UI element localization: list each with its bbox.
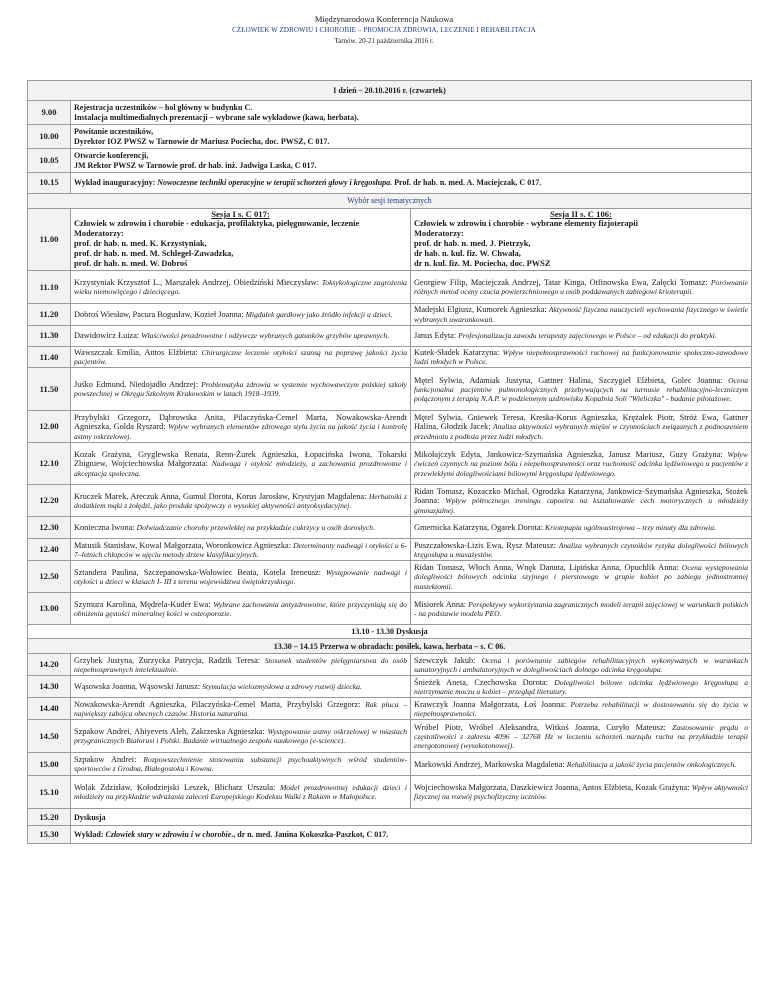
session-s1: [71, 209, 411, 271]
schedule-row: [28, 517, 752, 539]
talk-session-1: [71, 676, 411, 698]
talk-session-2: [411, 443, 752, 485]
time-cell: 15.30: [28, 826, 71, 844]
session-heading: Sesja II s. C 106:: [550, 209, 612, 219]
schedule-row: [28, 485, 752, 517]
talk-authors: Mętel Sylwia, Adamiak Justyna, Gattner Halina, Szczygieł Elżbieta, Golec Joanna:: [414, 375, 723, 385]
talk-title: Rehabilitacja a jakość życia pacjentów onkologicznych.: [566, 759, 737, 769]
session-line: prof. dr hab. n. med. J. Pietrzyk,: [414, 239, 531, 249]
time-cell: 14.30: [28, 676, 71, 698]
talk-session-2: [411, 485, 752, 517]
talk-authors: Dobroś Wiesław, Pacura Bogusław, Kozieł Joanna:: [74, 309, 244, 319]
thematic-sessions-title: Wybór sesji tematycznych: [28, 194, 752, 209]
talk-session-2: [411, 753, 752, 776]
talk-authors: Wolak Zdzisław, Kołodziejski Leszek, Blicharz Urszula:: [74, 783, 276, 793]
agenda-line: Rejestracja uczestników – hol główny w budynku C.: [74, 103, 253, 113]
talk-session-1: [71, 443, 411, 485]
schedule-row: [28, 443, 752, 485]
talk-title: Właściwości prozdrowotne i odżywcze wybranych gatunków grzybów uprawnych.: [141, 331, 390, 341]
time-cell: 12.50: [28, 561, 71, 593]
talk-authors: Misiorek Anna:: [414, 599, 467, 609]
lecture-speaker: ., dr n. med. Janina Kokoszka-Paszkot, C 017.: [231, 830, 389, 840]
talk-session-2: [411, 654, 752, 676]
talk-session-1: [71, 411, 411, 443]
talk-session-1: [71, 485, 411, 517]
time-cell: 12.00: [28, 411, 71, 443]
session-line: dr hab. n. kul. fiz. W. Chwała,: [414, 249, 521, 259]
talk-title: Wybrane zachowania antyzdrowotne, które przyczyniają się do obniżenia gęstości mineralnej kości w osteoporozie.: [74, 599, 407, 618]
discussion-label: Dyskusja: [71, 809, 752, 826]
session-line: Moderatorzy:: [414, 229, 464, 239]
talk-authors: Grzybek Justyna, Zurzycka Patrycja, Radzik Teresa:: [74, 655, 261, 665]
talk-authors: Puszczałowska-Lizis Ewa, Rysz Mateusz:: [414, 540, 556, 550]
talk-session-2: [411, 561, 752, 593]
talk-session-1: [71, 593, 411, 625]
schedule-row: [28, 101, 752, 125]
day-title: I dzień – 20.10.2016 r. (czwartek): [28, 81, 752, 101]
talk-authors: Wąsowska Joanna, Wąsowski Janusz:: [74, 682, 201, 692]
time-cell: 11.20: [28, 304, 71, 326]
closing-lecture: [71, 826, 752, 844]
schedule-row: [28, 639, 752, 654]
agenda-line: JM Rektor PWSZ w Tarnowie prof. dr hab. inż. Jadwiga Laska, C 017.: [74, 160, 317, 170]
talk-session-1: [71, 271, 411, 304]
session-line: Moderatorzy:: [74, 229, 124, 239]
talk-authors: Matusik Stanisław, Kowal Małgorzata, Woronkowicz Agnieszka:: [74, 540, 291, 550]
talk-title: Ocena funkcjonalna pacjentów pulmonologicznych przebywających na turnusie rehabilitacyjno-leczniczym połączonym z terapią N.A.P. w podziemnym uzdrowisku Kopalnia Soli "Wieliczka" - badanie pilotażowe.: [414, 375, 748, 404]
talk-session-1: [71, 539, 411, 561]
time-cell: 10.05: [28, 149, 71, 173]
talk-authors: Ridan Tomasz, Kozaczko Michał, Ogrodzka Katarzyna, Jankowicz-Szymańska Agnieszka, Stożek Joanna:: [414, 487, 748, 506]
schedule-row: [28, 173, 752, 194]
talk-authors: Ridan Tomasz, Włoch Anna, Wnęk Danuta, Lipińska Anna, Opuchlik Anna:: [414, 563, 679, 573]
talk-session-2: [411, 698, 752, 720]
schedule-row: [28, 561, 752, 593]
talk-authors: Krawczyk Joanna Małgorzata, Łoś Joanna:: [414, 699, 567, 709]
talk-authors: Juśko Edmund, Niedojadło Andrzej:: [74, 380, 199, 390]
talk-authors: Georgiew Filip, Maciejczak Andrzej, Tatar Kinga, Otfinowska Ewa, Załęcki Tomasz:: [414, 278, 708, 287]
talk-session-2: [411, 539, 752, 561]
talk-title: Nadwaga i otyłość młodzieży, a zachowania prozdrowotne i akceptacja społeczna.: [74, 459, 407, 478]
talk-authors: Mętel Sylwia, Gniewek Teresa, Kreska-Korus Agnieszka, Krężałek Piotr, Stróż Ewa, Gattner Halina, Głodzik Jacek:: [414, 413, 748, 432]
talk-title: Wpływ wybranych elementów zdrowego stylu życia na jakość życia i kontrolę astmy oskrzelowej.: [74, 422, 408, 441]
talk-authors: Gmernicka Katarzyna, Ogarek Dorota:: [414, 523, 544, 533]
schedule-row: [28, 676, 752, 698]
time-cell: 14.20: [28, 654, 71, 676]
talk-session-1: [71, 561, 411, 593]
talk-title: Herbatniki z dodatkiem mąki z żołędzi, jako produkt spożywczy o wysokiej aktywności antyoksydacyjnej.: [74, 491, 407, 510]
agenda-line: Powitanie uczestników,: [74, 127, 154, 137]
talk-authors: Przybylski Grzegorz, Dąbrowska Anita, Pilaczyńska-Cemel Marta, Nowakowska-Arendt Agnieszka, Golda Ryszard:: [74, 413, 407, 432]
session-line: Człowiek w zdrowiu i chorobie - edukacja, profilaktyka, pielęgnowanie, leczenie: [74, 219, 360, 229]
talk-authors: Śnieżek Aneta, Czechowska Dorota:: [414, 677, 549, 687]
time-cell: 11.30: [28, 325, 71, 346]
talk-title: Stosunek studentów pielęgniarstwa do osób niepełnosprawnych intelektualnie.: [74, 655, 408, 674]
session-line: prof. dr hab. n. med. M. Schlegel-Zawadzka,: [74, 249, 234, 259]
inaugural-prefix: Wykład inauguracyjny:: [74, 178, 158, 188]
talk-authors: Madejski Elgiusz, Kumorek Agnieszka:: [414, 305, 547, 315]
talk-session-2: [411, 368, 752, 411]
talk-title: Wpływ niepełnosprawności ruchowej na funkcjonowanie społeczno-zawodowe ludzi młodych w Polsce.: [414, 347, 749, 367]
talk-title: Rak płuca – największy zabójca obecnych czasów. Historia naturalna.: [74, 699, 407, 718]
agenda-item: [71, 149, 752, 173]
agenda-item: [71, 125, 752, 149]
time-cell: 12.30: [28, 517, 71, 539]
session-line: dr n. kul. fiz. M. Pociecha, doc. PWSZ: [414, 259, 551, 269]
schedule-row: [28, 271, 752, 304]
talk-title: Stymulacja wielozmysłowa a zdrowy rozwój dziecka.: [202, 682, 362, 692]
talk-session-2: [411, 593, 752, 625]
schedule-row: [28, 753, 752, 776]
lecture-prefix: Wykład:: [74, 830, 106, 840]
talk-title: Aktywność fizyczna nauczycieli wychowania fizycznego w świetle wybranych uwarunkowań.: [414, 305, 749, 324]
talk-authors: Sztandera Paulina, Szczepanowska-Wołowiec Beata, Kotela Ireneusz:: [74, 567, 321, 577]
talk-session-2: [411, 325, 752, 346]
talk-session-1: [71, 368, 411, 411]
talk-title: Występowanie nadwagi i otyłości u dzieci w klasach I- III z terenu województwa świętokrzyskiego.: [74, 567, 408, 586]
session-s2: [411, 209, 752, 271]
agenda-line: Instalacja multimedialnych prezentacji – wybrane sale wykładowe (kawa, herbata).: [74, 112, 359, 122]
schedule-row: [28, 194, 752, 209]
schedule-row: [28, 539, 752, 561]
schedule-row: [28, 809, 752, 826]
talk-session-1: [71, 698, 411, 720]
talk-session-1: [71, 325, 411, 346]
schedule-row: [28, 149, 752, 173]
talk-title: Dolwiadczanie choroby przewlekłej na przykładzie cukrzycy u osób dorosłych.: [136, 523, 375, 533]
talk-session-2: [411, 411, 752, 443]
time-cell: 12.40: [28, 539, 71, 561]
talk-session-1: [71, 753, 411, 776]
talk-title: Wpływ półrocznego treningu capoeira na kształtowanie cech motorycznych u młodzieży gimnazjalnej.: [414, 496, 748, 515]
talk-title: Problematyka zdrowia w systemie wychowawczym polskiej szkoły powszechnej w Okręgu Szkolnym Krakowskim w latach 1918–1939.: [74, 380, 407, 399]
talk-authors: Wawszczak Emilia, Antos Elżbieta:: [74, 347, 198, 357]
talk-authors: Szewczyk Jakub:: [414, 655, 476, 665]
talk-authors: Janus Edyta:: [414, 331, 457, 341]
schedule-table: [27, 80, 752, 844]
talk-authors: Wróbel Piotr, Wróbel Aleksandra, Witkoś Joanna, Curyło Mateusz:: [414, 722, 666, 732]
time-cell: 10.00: [28, 125, 71, 149]
talk-authors: Kozak Grażyna, Gryglewska Renata, Renn-Żurek Agnieszka, Łopacińska Iwona, Tokarski Zbigniew, Wojciechowska Małgorzata:: [74, 450, 407, 469]
schedule-row: [28, 720, 752, 753]
talk-title: Ocena i porównanie zabiegów rehabilitacyjnych wykonywanych w warunkach sanatoryjnych i ambulatoryjnych w dolegliwościach dolnego odcinka kręgosłupa.: [414, 655, 749, 674]
talk-authors: Kutek-Sładek Katarzyna:: [414, 347, 500, 357]
time-cell: 10.15: [28, 173, 71, 194]
talk-session-2: [411, 776, 752, 809]
talk-title: Potrzeba rehabilitacji w dostosowaniu się do życia w niepełnosprawności.: [414, 699, 749, 718]
talk-title: Migdałek gardłowy jako źródło infekcji u dzieci.: [245, 309, 393, 319]
schedule-row: [28, 209, 752, 271]
talk-title: Porównanie różnych metod oceny czucia powierzchniowego u osób poddawanych zabiegowi krioterapii.: [414, 278, 749, 297]
talk-session-2: [411, 517, 752, 539]
inaugural-speaker: Prof. dr hab. n. med. A. Maciejczak, C 017.: [392, 178, 542, 188]
talk-authors: Kruczek Marek, Areczuk Anna, Gumul Dorota, Korus Jarosław, Krystyjan Magdalena:: [74, 491, 367, 501]
talk-title: Toksykologiczne zagrożenia wieku niemowlęcego i dziecięcego.: [74, 278, 407, 297]
agenda-line: Otwarcie konferencji,: [74, 151, 149, 161]
talk-authors: Konieczna Iwona:: [74, 523, 135, 533]
session-line: prof. dr hab. n. med. W. Dobroś: [74, 259, 188, 269]
talk-authors: Dawidowicz Łuiza:: [74, 331, 140, 341]
talk-session-1: [71, 304, 411, 326]
session-line: Człowiek w zdrowiu i chorobie - wybrane elementy fizjoterapii: [414, 219, 638, 229]
talk-title: Dolegliwości bólowe odcinka lędźwiowego kręgosłupa a nietrzymanie moczu u kobiet – przegląd literatury.: [414, 677, 748, 696]
talk-session-1: [71, 654, 411, 676]
schedule-row: [28, 81, 752, 101]
talk-title: Ocena występowania dolegliwości bólowych odcinka szyjnego i piersiowego w grupie kobiet po zabiegu jednostronnej mastektomii.: [414, 563, 748, 591]
talk-authors: Mikołajczyk Edyta, Jankowicz-Szymańska Agnieszka, Janusz Mariusz, Guzy Grażyna:: [414, 450, 723, 460]
header-line-2: CZŁOWIEK W ZDROWIU I CHOROBIE – PROMOCJA ZDROWIA, LECZENIE I REHABILITACJA: [232, 26, 536, 34]
talk-title: Model prozdrowotnej edukacji dzieci i młodzieży na przykładzie wdrażania zaleceń Europejskiego Kodeksu Walki z Rakiem w Małopolsce.: [74, 783, 408, 802]
agenda-line: Dyrektor IOZ PWSZ w Tarnowie dr Mariusz Pociecha, doc. PWSZ, C 017.: [74, 136, 330, 146]
schedule-row: [28, 698, 752, 720]
talk-title: Wpływ ćwiczeń czynnych na poziom bólu i niepełnosprawności oraz ruchomość odcinka lędźwiowego u pacjentów z przewlekłymi dolegliwościami bólowymi kręgosłupa lędźwiowego.: [414, 450, 748, 478]
talk-authors: Szpakow Andrei, Ahiyevets Aleh, Zakrzeska Agnieszka:: [74, 727, 265, 737]
talk-authors: Szymura Karolina, Mędrela-Kuder Ewa:: [74, 599, 211, 609]
schedule-row: [28, 411, 752, 443]
talk-title: Wpływ aktywności fizycznej na rozwój psychofizyczny uczniów.: [414, 783, 748, 802]
schedule-row: [28, 654, 752, 676]
talk-title: Profesjonalizacja zawodu terapeuty zajęciowego w Polsce – od edukacji do praktyki.: [458, 331, 717, 341]
talk-session-2: [411, 346, 752, 368]
time-cell: 11.50: [28, 368, 71, 411]
discussion-row: 13.10 - 13.30 Dyskusja: [28, 625, 752, 639]
session-line: prof. dr hab. n. med. K. Krzystyniak,: [74, 239, 207, 249]
talk-authors: Szpakow Andrei:: [74, 755, 137, 765]
talk-session-2: [411, 304, 752, 326]
time-cell: 14.50: [28, 720, 71, 753]
time-cell: 14.40: [28, 698, 71, 720]
talk-authors: Markowski Andrzej, Markowska Magdalena:: [414, 759, 565, 769]
schedule-row: [28, 625, 752, 639]
inaugural-title: Nowoczesne techniki operacyjne w terapii schorzeń głowy i kręgosłupa.: [157, 178, 393, 188]
time-cell: 11.10: [28, 271, 71, 304]
time-cell: 13.00: [28, 593, 71, 625]
schedule-row: [28, 325, 752, 346]
time-cell: 15.20: [28, 809, 71, 826]
talk-authors: Krzystyniak Krzysztof L., Marszałek Andrzej, Obiedziński Mieczysław:: [74, 278, 319, 287]
schedule-row: [28, 368, 752, 411]
header-line-1: Międzynarodowa Konferencja Naukowa: [314, 14, 454, 24]
time-cell: 15.00: [28, 753, 71, 776]
time-cell: 15.10: [28, 776, 71, 809]
talk-title: Rozpowszechnienie stosowania substancji psychoaktywnych wśród studentów-sportowców z Grodna, Białegostoku i Kowna.: [74, 755, 407, 774]
talk-title: Analiza aktywności wybranych mięśni w czynnościach związanych z podnoszeniem przedmiotu z podłoża przez ludzi młodych.: [414, 422, 748, 441]
time-cell: 12.20: [28, 485, 71, 517]
talk-session-1: [71, 517, 411, 539]
agenda-item: [71, 101, 752, 125]
time-cell: 11.00: [28, 209, 71, 271]
time-cell: 12.10: [28, 443, 71, 485]
schedule-row: [28, 304, 752, 326]
talk-session-1: [71, 776, 411, 809]
header-line-3: Tarnów, 20-21 października 2016 r.: [334, 37, 434, 45]
time-cell: 9.00: [28, 101, 71, 125]
talk-session-1: [71, 720, 411, 753]
talk-session-2: [411, 676, 752, 698]
talk-title: Analiza wybranych czynników ryzyka dolegliwości bólowych kręgosłupa u masażystów.: [414, 540, 748, 559]
talk-title: Zastosowanie prądu o częstotliwości z zakresu 4096 – 32768 Hz w leczeniu schorzeń narządu ruchu na przykładzie terapii energotonowej (wysokotonowej).: [414, 722, 749, 751]
talk-title: Determinanty nadwagi i otyłości u 6-7–letnich chłopców w ujęciu metody drzew klasyfikacyjnych.: [74, 540, 407, 559]
talk-session-1: [71, 346, 411, 368]
talk-session-2: [411, 271, 752, 304]
lecture-title: Człowiek stary w zdrowiu i w chorobie: [105, 830, 232, 840]
schedule-row: [28, 346, 752, 368]
schedule-row: [28, 125, 752, 149]
talk-title: Kriotерapia ogólnoustrojowa – trzy minuty dla zdrowia.: [545, 523, 716, 533]
inaugural-lecture: [71, 173, 752, 194]
time-cell: 11.40: [28, 346, 71, 368]
talk-title: Perspektywy wykorzystania zagranicznych modeli terapii zajęciowej w warunkach polskich - na podstawie modelu PEO.: [414, 599, 748, 618]
schedule-row: [28, 776, 752, 809]
session-heading: Sesja I s. C 017:: [211, 209, 270, 219]
schedule-row: [28, 826, 752, 844]
schedule-row: [28, 593, 752, 625]
talk-authors: Wojciechowska Małgorzata, Daszkiewicz Joanna, Antos Elżbieta, Kozak Grażyna:: [414, 783, 690, 793]
talk-authors: Nowakowska-Arendt Agnieszka, Pilaczyńska-Cemel Marta, Przybylski Grzegorz:: [74, 699, 361, 709]
talk-title: Występowanie astmy oskrzelowej w miastach przygranicznych Białorusi i Polski. Badanie wirtualnego zespołu naukowego (e-science).: [74, 727, 407, 746]
break-row: 13.30 – 14.15 Przerwa w obradach: posiłek, kawa, herbata – s. C 06.: [28, 639, 752, 654]
talk-session-2: [411, 720, 752, 753]
conference-header: [0, 14, 768, 47]
talk-title: Chirurgiczne leczenie otyłości szansą na poprawę jakości życia pacjentów.: [74, 347, 408, 367]
